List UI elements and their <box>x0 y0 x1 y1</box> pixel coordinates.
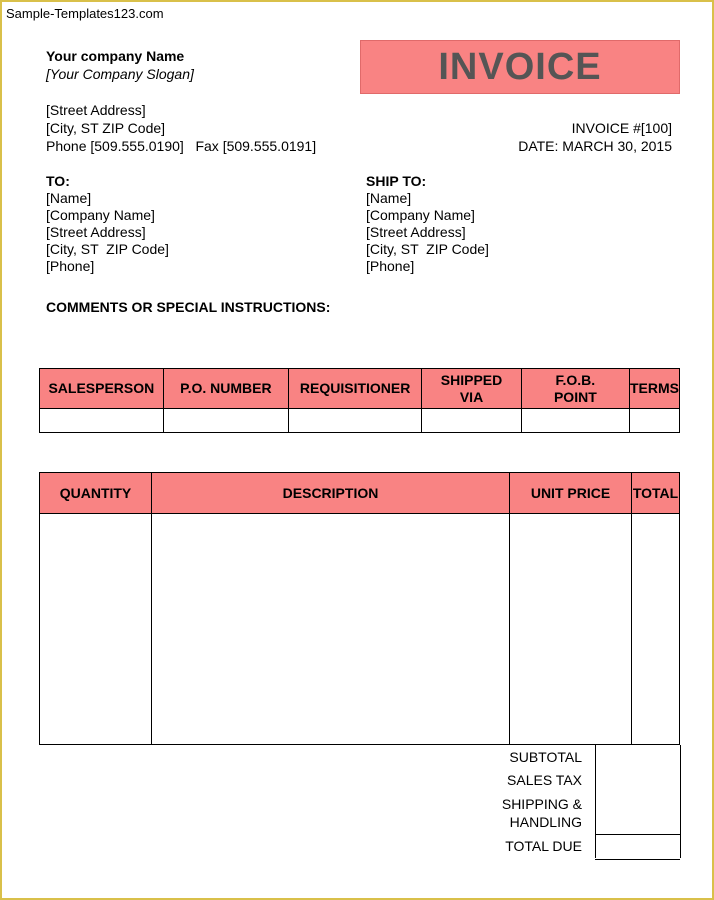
cell-shipped-via[interactable] <box>422 409 521 433</box>
total-due-cell[interactable] <box>595 834 680 860</box>
header-shipped-via: SHIPPED VIA <box>422 369 521 409</box>
subtotal-label: SUBTOTAL <box>509 749 582 765</box>
cell-requisitioner[interactable] <box>288 409 421 433</box>
comments-label: COMMENTS OR SPECIAL INSTRUCTIONS: <box>46 299 331 315</box>
cell-quantity[interactable] <box>40 514 152 745</box>
total-due-label: TOTAL DUE <box>505 838 582 854</box>
cell-unit-price[interactable] <box>510 514 632 745</box>
cell-salesperson[interactable] <box>40 409 164 433</box>
bill-to-phone: [Phone] <box>46 258 95 274</box>
ship-to-label: SHIP TO: <box>366 173 427 189</box>
items-body-row <box>40 514 680 745</box>
line-items-table <box>39 472 680 745</box>
ship-to-street: [Street Address] <box>366 224 466 240</box>
cell-description[interactable] <box>152 514 510 745</box>
cell-po-number[interactable] <box>163 409 288 433</box>
header-total: TOTAL <box>632 473 680 514</box>
bill-to-label: TO: <box>46 173 70 189</box>
invoice-date: DATE: MARCH 30, 2015 <box>518 138 672 154</box>
cell-fob-point[interactable] <box>521 409 629 433</box>
company-slogan: [Your Company Slogan] <box>46 66 194 82</box>
invoice-title: INVOICE <box>438 45 602 88</box>
invoice-title-box <box>360 40 680 94</box>
order-entry-row <box>40 409 680 433</box>
header-unit-price: UNIT PRICE <box>510 473 632 514</box>
invoice-number: INVOICE #[100] <box>571 120 672 136</box>
cell-terms[interactable] <box>630 409 680 433</box>
header-fob-point: F.O.B. POINT <box>521 369 629 409</box>
header-terms: TERMS <box>630 369 680 409</box>
sales-tax-label: SALES TAX <box>507 772 582 788</box>
header-salesperson: SALESPERSON <box>40 369 164 409</box>
bill-to-name: [Name] <box>46 190 92 206</box>
ship-to-company: [Company Name] <box>366 207 475 223</box>
header-description: DESCRIPTION <box>152 473 510 514</box>
shipping-label-line1: SHIPPING & <box>501 796 582 812</box>
order-info-table <box>39 368 680 433</box>
bill-to-block <box>46 173 169 274</box>
cell-line-total[interactable] <box>632 514 680 745</box>
header-po-number: P.O. NUMBER <box>163 369 288 409</box>
shipping-label-line2: HANDLING <box>509 814 582 830</box>
bill-to-street: [Street Address] <box>46 224 146 240</box>
ship-to-phone: [Phone] <box>366 258 415 274</box>
ship-to-block <box>366 173 489 274</box>
ship-to-city: [City, ST ZIP Code] <box>366 241 489 257</box>
ship-to-name: [Name] <box>366 190 412 206</box>
items-header-row <box>40 473 680 514</box>
company-name: Your company Name <box>46 48 185 64</box>
company-city: [City, ST ZIP Code] <box>46 120 166 136</box>
watermark-text: Sample-Templates123.com <box>6 6 164 21</box>
header-quantity: QUANTITY <box>40 473 152 514</box>
bill-to-city: [City, ST ZIP Code] <box>46 241 169 257</box>
bill-to-company: [Company Name] <box>46 207 155 223</box>
order-header-row <box>40 369 680 409</box>
company-street: [Street Address] <box>46 102 146 118</box>
header-requisitioner: REQUISITIONER <box>288 369 421 409</box>
company-phone-fax: Phone [509.555.0190] Fax [509.555.0191] <box>46 138 317 154</box>
